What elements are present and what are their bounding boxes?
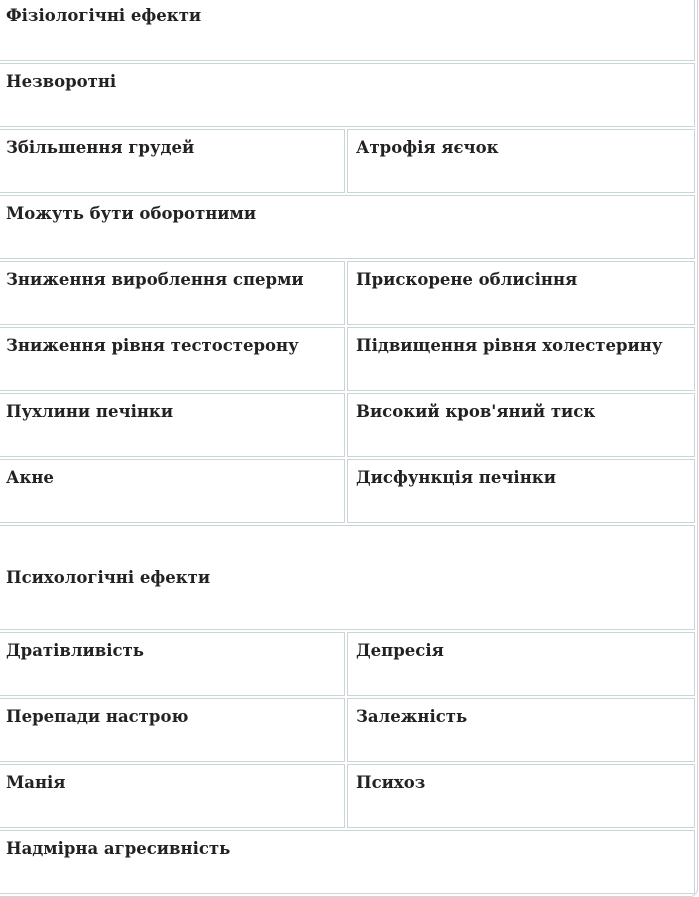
table-row (0, 261, 695, 325)
table-row (0, 525, 695, 630)
psych-last-item: Надмірна агресивність (0, 830, 695, 894)
table-row (0, 459, 695, 523)
table-row (0, 764, 695, 828)
table-cell: Залежність (347, 698, 695, 762)
table-row (0, 129, 695, 193)
table-cell: Підвищення рівня холестерину (347, 327, 695, 391)
table-cell: Прискорене облисіння (347, 261, 695, 325)
psych-heading: Психологічні ефекти (0, 525, 695, 630)
irreversible-label: Незворотні (0, 63, 695, 127)
table-row (0, 195, 695, 259)
table-row (0, 830, 695, 894)
table-cell: Дратівливість (0, 632, 345, 696)
table-cell: Зниження рівня тестостерону (0, 327, 345, 391)
table-row (0, 0, 695, 61)
reversible-label: Можуть бути оборотними (0, 195, 695, 259)
table-cell: Акне (0, 459, 345, 523)
table-row (0, 327, 695, 391)
physio-heading: Фізіологічні ефекти (0, 0, 695, 61)
table-cell: Пухлини печінки (0, 393, 345, 457)
table-cell: Манія (0, 764, 345, 828)
table-row (0, 393, 695, 457)
table-row (0, 698, 695, 762)
table-cell: Збільшення грудей (0, 129, 345, 193)
table-cell: Зниження вироблення сперми (0, 261, 345, 325)
table-row (0, 632, 695, 696)
table-cell: Дисфункція печінки (347, 459, 695, 523)
table-cell: Перепади настрою (0, 698, 345, 762)
table-cell: Депресія (347, 632, 695, 696)
table-row (0, 63, 695, 127)
table-cell: Психоз (347, 764, 695, 828)
table-cell: Атрофія яєчок (347, 129, 695, 193)
table-cell: Високий кров'яний тиск (347, 393, 695, 457)
